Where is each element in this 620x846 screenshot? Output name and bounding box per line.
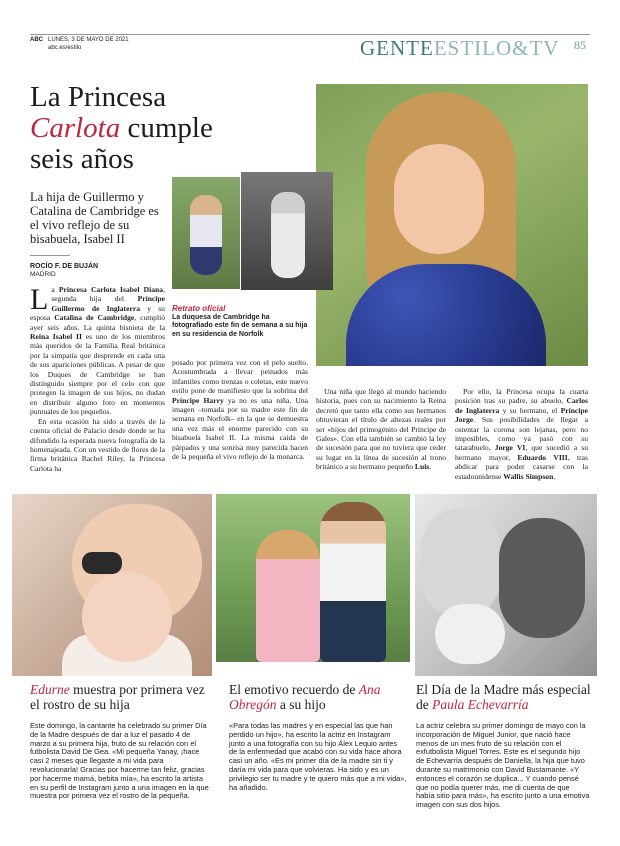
header-rule — [30, 34, 590, 35]
article-title — [30, 82, 290, 175]
section-estilo: ESTILO&TV — [433, 36, 560, 60]
paragraph: Una niña que llegó al mundo haciendo historia, pues con su nacimiento la Reina decretó que tanto ella como sus hermanos obtuvieran el título de altezas reales por ser «hijos del primogénito del Príncipe de Gales». Con ella también se cambió la ley de sucesión para que no tuviera que ceder su lugar en la línea de sucesión al trono británico a su hermano pequeño Luis. — [316, 387, 446, 472]
article-column-2 — [172, 358, 308, 461]
author: ROCÍO F. DE BUJÁN — [30, 263, 99, 270]
childhood-photo[interactable] — [172, 177, 240, 289]
header-abc: ABC — [30, 37, 43, 43]
photo-caption-text: La duquesa de Cambridge ha fotografiado este fin de semana a su hija en su residencia de Norfolk — [172, 314, 308, 338]
article-column-4 — [455, 387, 588, 481]
story-2-text: «Para todas las madres y en especial las que han perdido un hijo», ha escrito la actriz en Instagram junto a una fotografía con su hijo Álex Lequio antes de la enfermedad que acabó con su vida hace ahora casi un año. «Es mi primer día de la madre sin ti y daría mi vida para que volvieras. Ha sido y es un privilegio ser tu madre y te quiero más que a mi vida», ha añadido. — [229, 721, 407, 792]
paragraph: posado por primera vez con el pelo suelto. Acostumbrada a llevar peinados más infantiles como trenzas o coletas, este nuevo estilo pone de manifiesto que la sobrina del Príncipe Harry ya no es una niña. Una imagen –tomada por su madre este fin de semana en Norfolk– en la que se demuestra una vez más el enorme parecido con su bisabuela Isabel II. La misma caída de párpados y una sonrisa muy parecida hacen de la pequeña el vivo reflejo de la monarca. — [172, 358, 308, 462]
story-2-headline: El emotivo recuerdo de Ana Obregón a su hijo — [229, 682, 381, 712]
photo-caption-title: Retrato oficial — [172, 304, 226, 313]
article-subtitle: La hija de Guillermo y Catalina de Cambridge es el vivo reflejo de su bisabuela, Isabel II — [30, 190, 159, 246]
paragraph: La Princesa Carlota Isabel Diana, segunda hija del Príncipe Guillermo de Inglaterra y su esposa Catalina de Cambridge, cumplió ayer seis años. La quinta bisnieta de la Reina Isabel II es uno de los miembros más queridos de la Familia Real británica por la simpatía que desprende en cada una de sus apariciones públicas. A pesar de que los Duques de Cambridge se han distinguido siempre por el celo con que protegen la imagen de sus hijos, no dudan en distribuir alguno foto en momentos puntuales de los pequeños. — [30, 283, 166, 417]
article-column-3 — [316, 387, 446, 472]
header-date: LUNES, 3 DE MAYO DE 2021 — [48, 37, 129, 43]
drop-cap: L — [30, 283, 49, 316]
header-web[interactable]: abc.es/estilo — [48, 45, 82, 51]
edurne-photo[interactable] — [12, 494, 212, 676]
story-1-headline: Edurne muestra por primera vez el rostro de su hija — [30, 682, 205, 712]
paragraph: En esta ocasión ha sido a través de la cuenta oficial de Palacio desde donde se ha difundido la esperada nueva fotografía de la homenajeada. Con un vestido de flores de la firma británica Rachel Riley, la Princesa Carlota ha — [30, 416, 165, 473]
byline-rule — [30, 255, 70, 256]
section-gente: GENTE — [360, 36, 434, 60]
title-line-3: seis años — [30, 143, 134, 175]
main-photo[interactable] — [316, 84, 588, 366]
paragraph: Por ello, la Princesa ocupa la cuarta posición tras su padre, su abuelo, Carlos de Inglaterra y su hermano, el Príncipe Jorge. Sus posibilidades de llegar a ostentar la corona son lejanas, pero no imposibles, como ya pasó con su tatarabuelo, Jorge VI, que sucedió a su hermano mayor, Eduardo VIII, tras abdicar para poder casarse con la estadounidense Wallis Simpson. — [455, 387, 588, 481]
title-line-2-rest: cumple — [120, 112, 213, 144]
paula-echevarria-photo[interactable] — [415, 494, 597, 676]
page-number: 85 — [574, 38, 586, 52]
story-1-text: Este domingo, la cantante ha celebrado su primer Día de la Madre después de dar a luz el pasado 4 de marzo a su primera hija, fruto de su relación con el futbolista David De Gea. «Mi pequeña Yanay, ¡hace casi 2 meses que llegaste a mi vida para revolucionarla! Gracias por hacerme tan feliz, gracias por hacerme mamá, bebita mía», ha escrito la artista en su perfil de Instagram junto a una imagen en la que muestra por primera vez el rostro de la pequeña. — [30, 721, 209, 801]
title-line-1: La Princesa — [30, 81, 167, 113]
author-city: MADRID — [30, 271, 56, 278]
queen-childhood-photo[interactable] — [241, 172, 333, 290]
title-italic: Carlota — [30, 112, 121, 144]
story-3-headline: El Día de la Madre más especial de Paula Echevarría — [416, 682, 591, 712]
story-3-text: La actriz celebra su primer domingo de mayo con la incorporación de Miguel Junior, que nació hace menos de un mes fruto de su relación con el exfutbolista Miguel Torres. Este es el segundo hijo de Echevarría después de Daniella, la hija que tuvo durante su matrimonio con David Bustamante. «Y entonces el corazón se duplica... Y cuando pensé que no podía querer más, me di cuenta de que había sitio para más», ha escrito junto a una emotiva imagen con sus dos hijos. — [416, 721, 590, 810]
section-title — [360, 36, 559, 61]
title-line-2 — [30, 113, 290, 144]
ana-obregon-photo[interactable] — [216, 494, 410, 662]
article-column-1 — [30, 285, 165, 473]
